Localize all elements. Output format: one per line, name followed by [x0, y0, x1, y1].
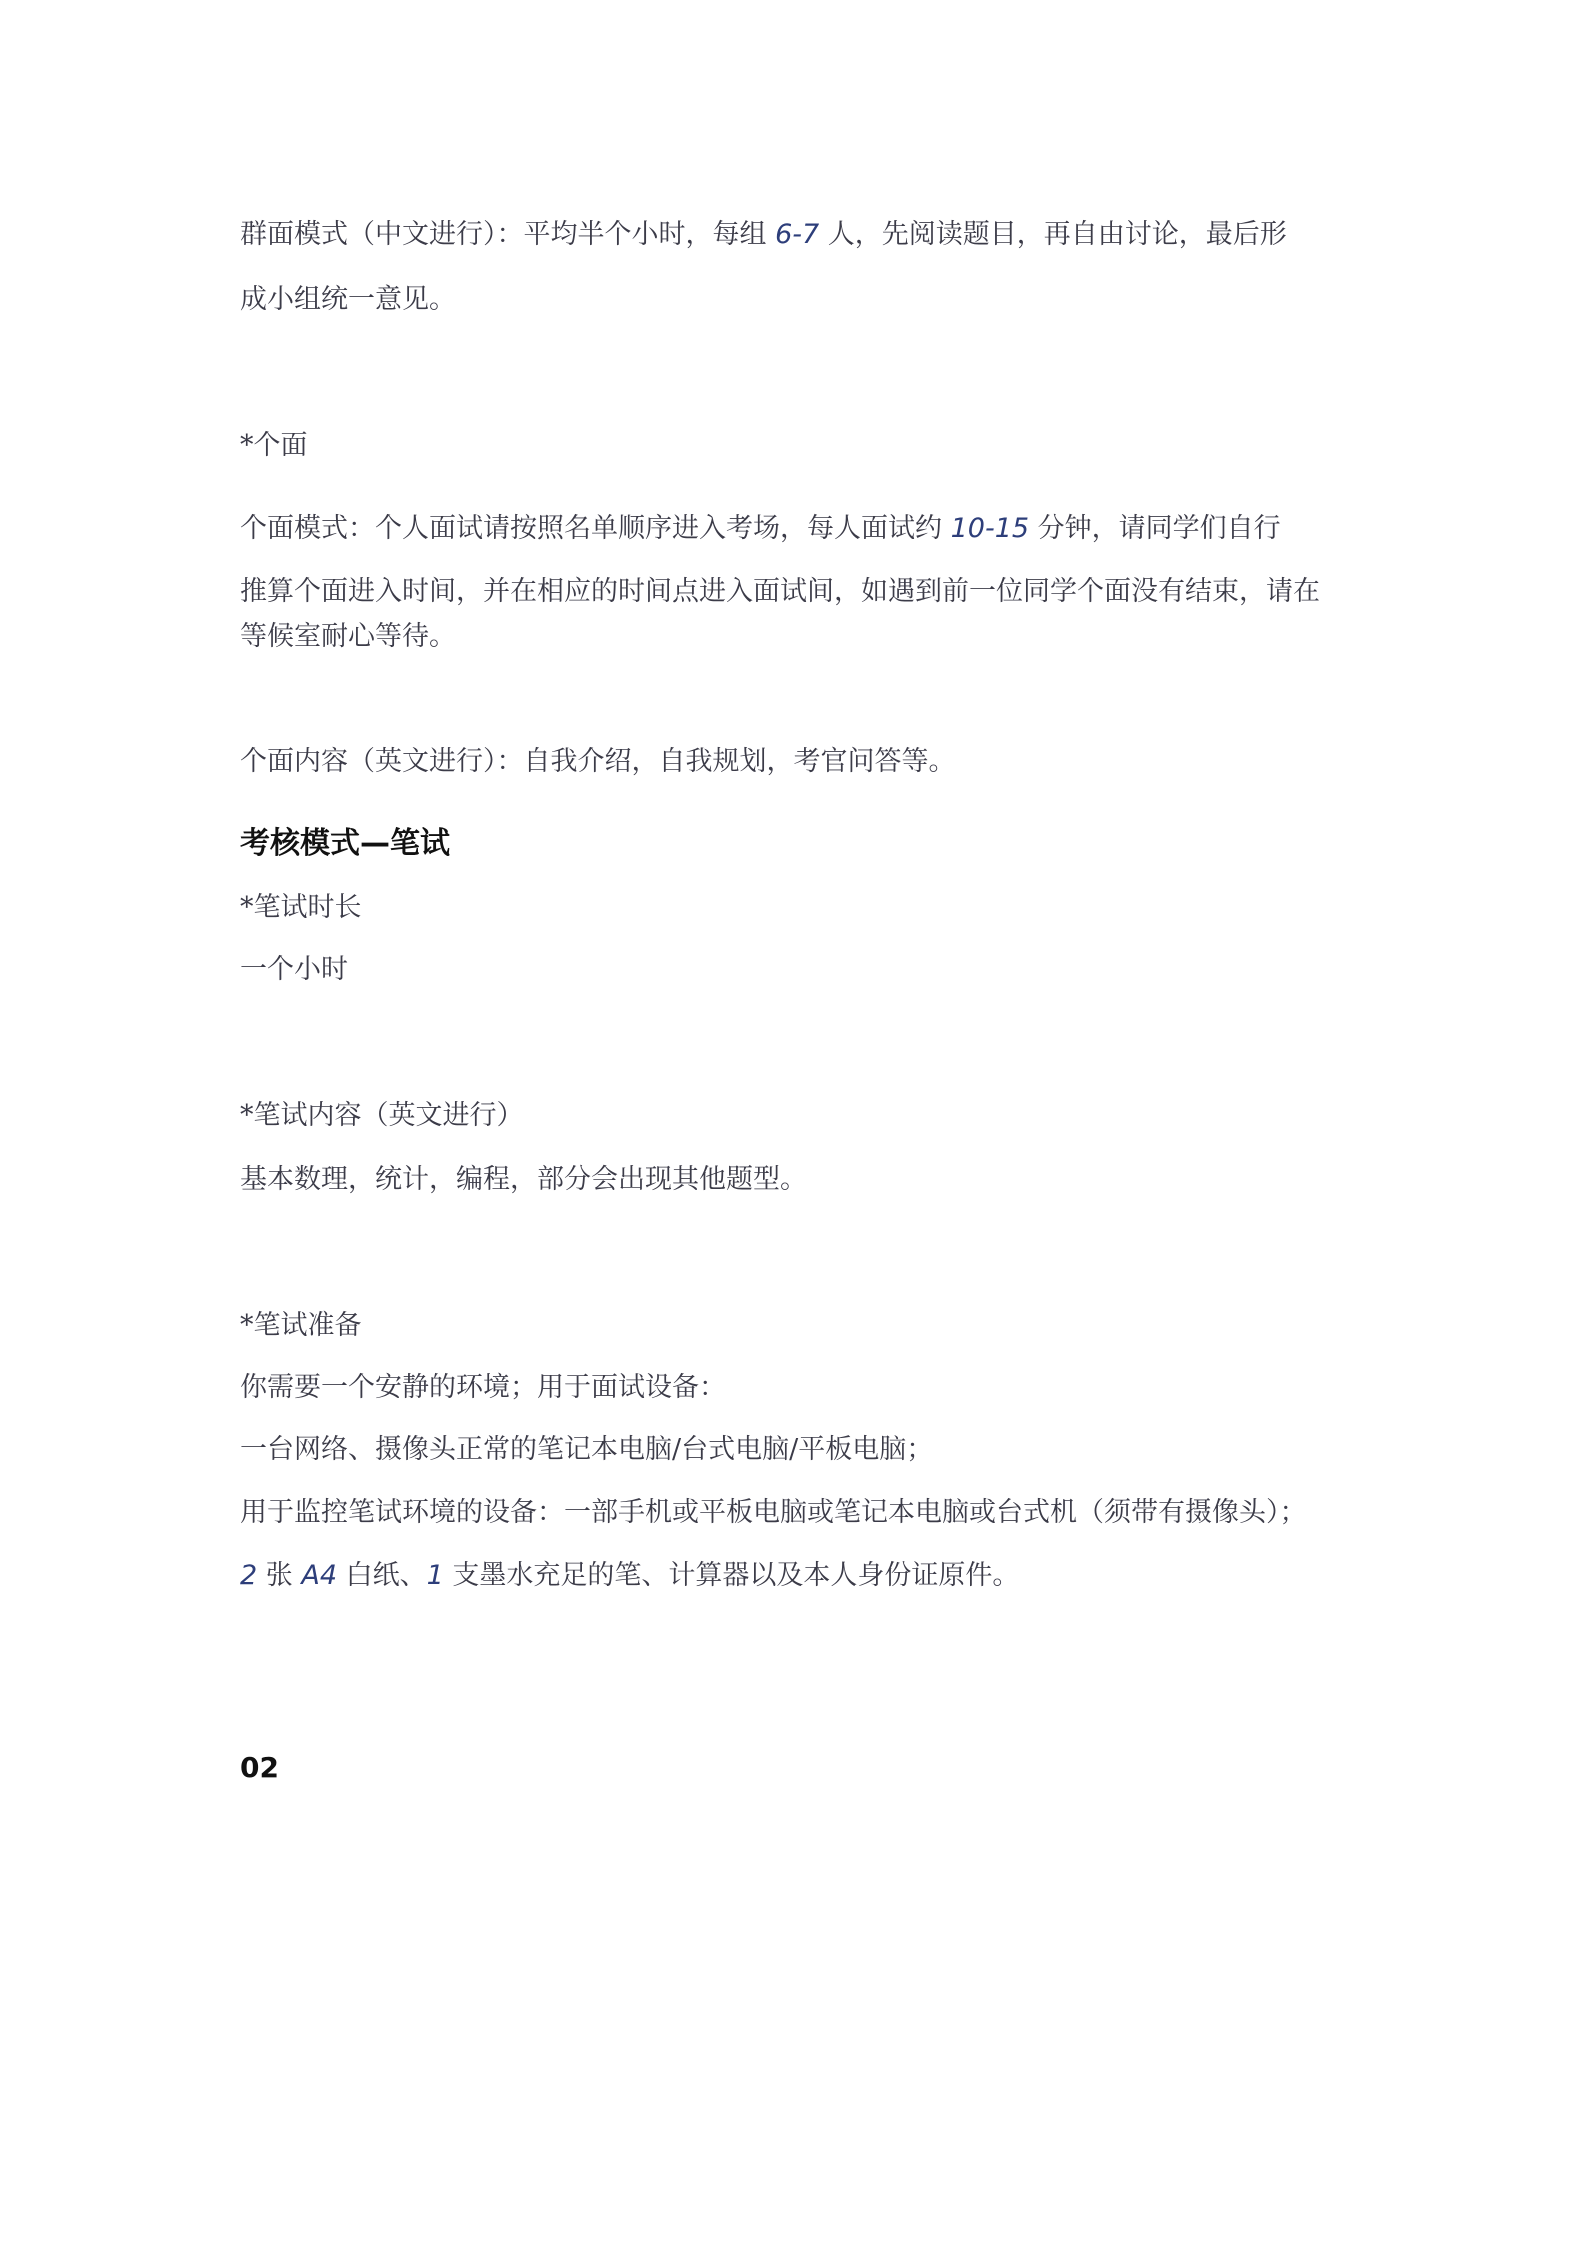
- written-content-value: 基本数理，统计，编程，部分会出现其他题型。: [240, 1164, 807, 1195]
- written-prep-line-3: 用于监控笔试环境的设备：一部手机或平板电脑或笔记本电脑或台式机（须带有摄像头）；: [240, 1497, 1307, 1528]
- individual-mode-text-b: 分钟，请同学们自行: [1029, 513, 1281, 544]
- individual-mode-text-a: 个面模式：个人面试请按照名单顺序进入考场，每人面试约: [240, 513, 951, 544]
- written-prep-title: *笔试准备: [240, 1310, 362, 1341]
- group-mode-text-a: 群面模式（中文进行）：平均半个小时，每组: [240, 219, 776, 250]
- paper-count-number: 2: [240, 1560, 258, 1591]
- page-number: 02: [240, 1751, 279, 1784]
- individual-content: 个面内容（英文进行）：自我介绍，自我规划，考官问答等。: [240, 746, 956, 777]
- individual-mode-line-3: 等候室耐心等待。: [240, 621, 456, 652]
- group-mode-line-2: 成小组统一意见。: [240, 284, 456, 315]
- interview-minutes-number: 10-15: [950, 513, 1030, 544]
- written-prep-line-1: 你需要一个安静的环境；用于面试设备：: [240, 1372, 726, 1403]
- individual-mode-line-2: 推算个面进入时间，并在相应的时间点进入面试间，如遇到前一位同学个面没有结束，请在: [240, 576, 1320, 607]
- written-prep-line-4: [240, 1556, 1019, 1596]
- written-exam-heading: 考核模式—笔试: [240, 826, 450, 861]
- group-size-number: 6-7: [775, 219, 820, 250]
- pen-count-number: 1: [426, 1560, 444, 1591]
- prep-text-a: 张: [257, 1560, 302, 1591]
- individual-interview-title: *个面: [240, 430, 308, 461]
- group-mode-text-b: 人，先阅读题目，再自由讨论，最后形: [819, 219, 1287, 250]
- written-prep-line-2: 一台网络、摄像头正常的笔记本电脑/台式电脑/平板电脑；: [240, 1434, 934, 1465]
- paper-size-label: A4: [301, 1560, 338, 1591]
- written-duration-title: *笔试时长: [240, 892, 362, 923]
- prep-text-c: 支墨水充足的笔、计算器以及本人身份证原件。: [443, 1560, 1020, 1591]
- written-content-title: *笔试内容（英文进行）: [240, 1100, 524, 1131]
- prep-text-b: 白纸、: [337, 1560, 427, 1591]
- group-mode-line-1: [240, 215, 1287, 255]
- written-duration-value: 一个小时: [240, 954, 348, 985]
- individual-mode-line-1: [240, 509, 1281, 549]
